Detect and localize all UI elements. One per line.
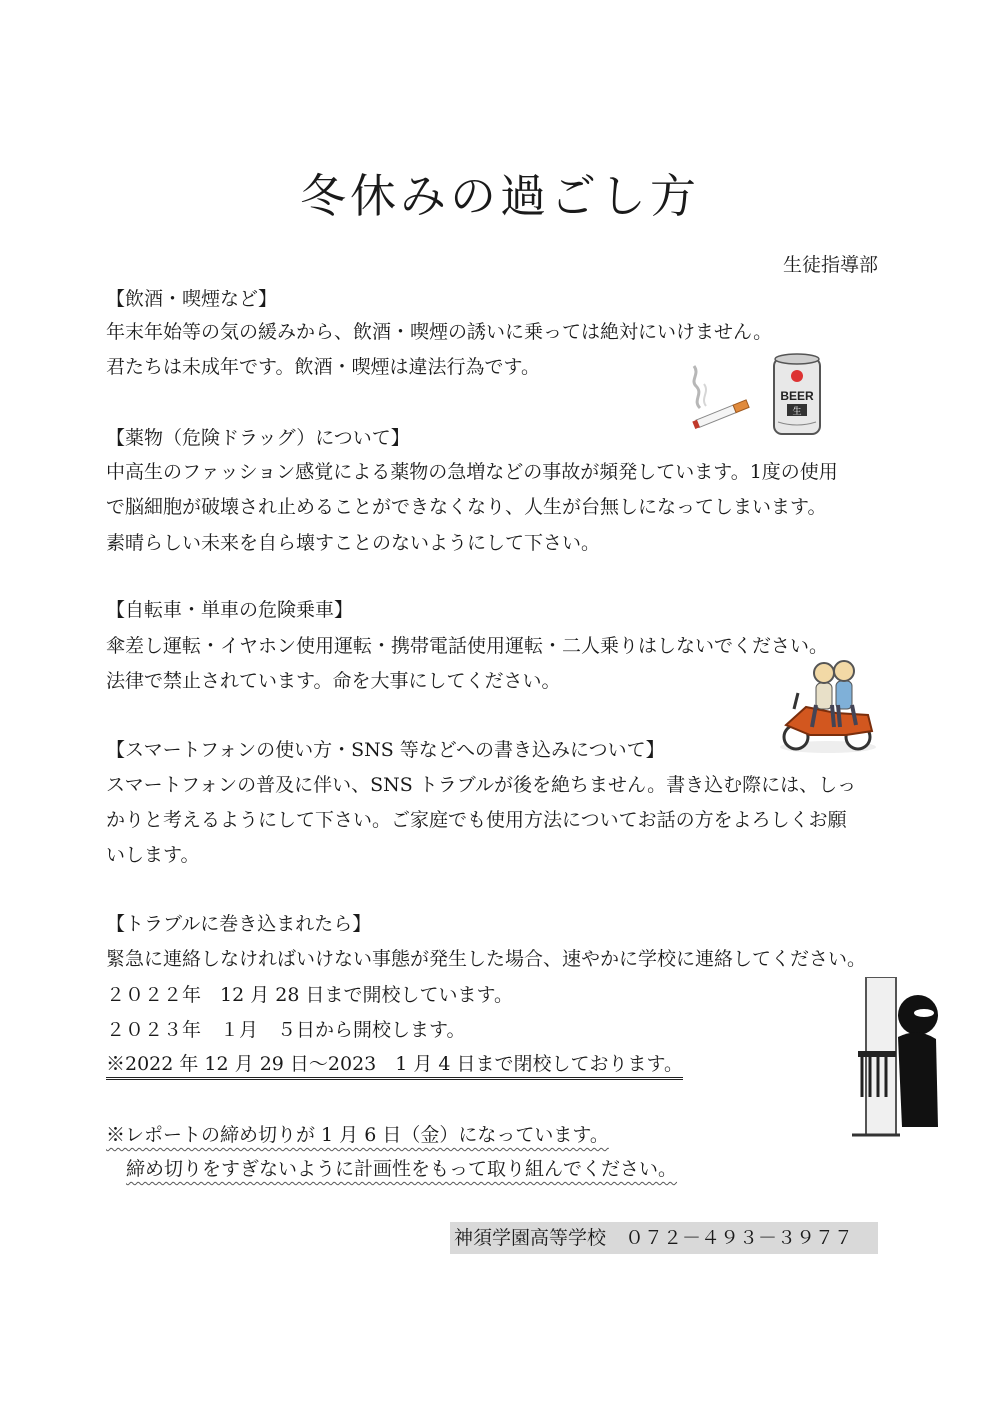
beer-can-label: BEER [780,389,814,403]
beer-can-sublabel: 生 [792,407,802,417]
section-text: いします。 [106,844,200,866]
section-text: 年末年始等の気の緩みから、飲酒・喫煙の誘いに乗っては絶対にいけません。 [106,321,773,343]
section-heading-drinking-smoking: 【飲酒・喫煙など】 [106,288,278,310]
scooter-riders-icon [776,655,880,755]
beer-can-icon [770,352,824,438]
section-heading-drugs: 【薬物（危険ドラッグ）について】 [106,427,410,449]
school-contact: 神須学園高等学校 ０７２－４９３－３９７７ [450,1222,878,1254]
reopen-text: ２０２３年 １月 ５日から開校します。 [106,1019,466,1041]
open-until-text: ２０２２年 12 月 28 日まで開校しています。 [106,984,513,1006]
section-text: かりと考えるようにして下さい。ご家庭でも使用方法についてお話の方をよろしくお願 [106,809,847,831]
section-text: スマートフォンの普及に伴い、SNS トラブルが後を絶ちません。書き込む際には、しっ [106,774,857,796]
suspicious-person-icon [852,977,942,1137]
closed-period-text: ※2022 年 12 月 29 日～2023 1 月 4 日まで閉校しております。 [106,1053,683,1080]
section-text: で脳細胞が破壊され止めることができなくなり、人生が台無しになってしまいます。 [106,496,827,518]
section-heading-bicycle: 【自転車・単車の危険乗車】 [106,599,354,621]
section-text: 傘差し運転・イヤホン使用運転・携帯電話使用運転・二人乗りはしないでください。 [106,635,829,657]
report-plan-text: 締め切りをすぎないように計画性をもって取り組んでください。 [126,1158,678,1180]
department-name: 生徒指導部 [782,254,878,276]
report-deadline-wrapper [106,1123,609,1147]
section-text: 緊急に連絡しなければいけない事態が発生した場合、速やかに学校に連絡してください。 [106,948,867,970]
section-text: 素晴らしい未来を自ら壊すことのないようにして下さい。 [106,532,601,554]
report-plan-wrapper [126,1157,677,1181]
section-heading-smartphone: 【スマートフォンの使い方・SNS 等などへの書き込みについて】 [106,739,665,761]
closed-period-wrapper [106,1052,683,1076]
section-heading-trouble: 【トラブルに巻き込まれたら】 [106,913,372,935]
section-text: 法律で禁止されています。命を大事にしてください。 [106,670,561,692]
report-deadline-text: ※レポートの締め切りが 1 月 6 日（金）になっています。 [106,1124,609,1146]
page-title: 冬休みの過ごし方 [300,169,700,223]
section-text: 中高生のファッション感覚による薬物の急増などの事故が頻発しています。1度の使用 [106,461,838,483]
cigarette-icon [682,360,762,430]
section-text: 君たちは未成年です。飲酒・喫煙は違法行為です。 [106,356,540,378]
